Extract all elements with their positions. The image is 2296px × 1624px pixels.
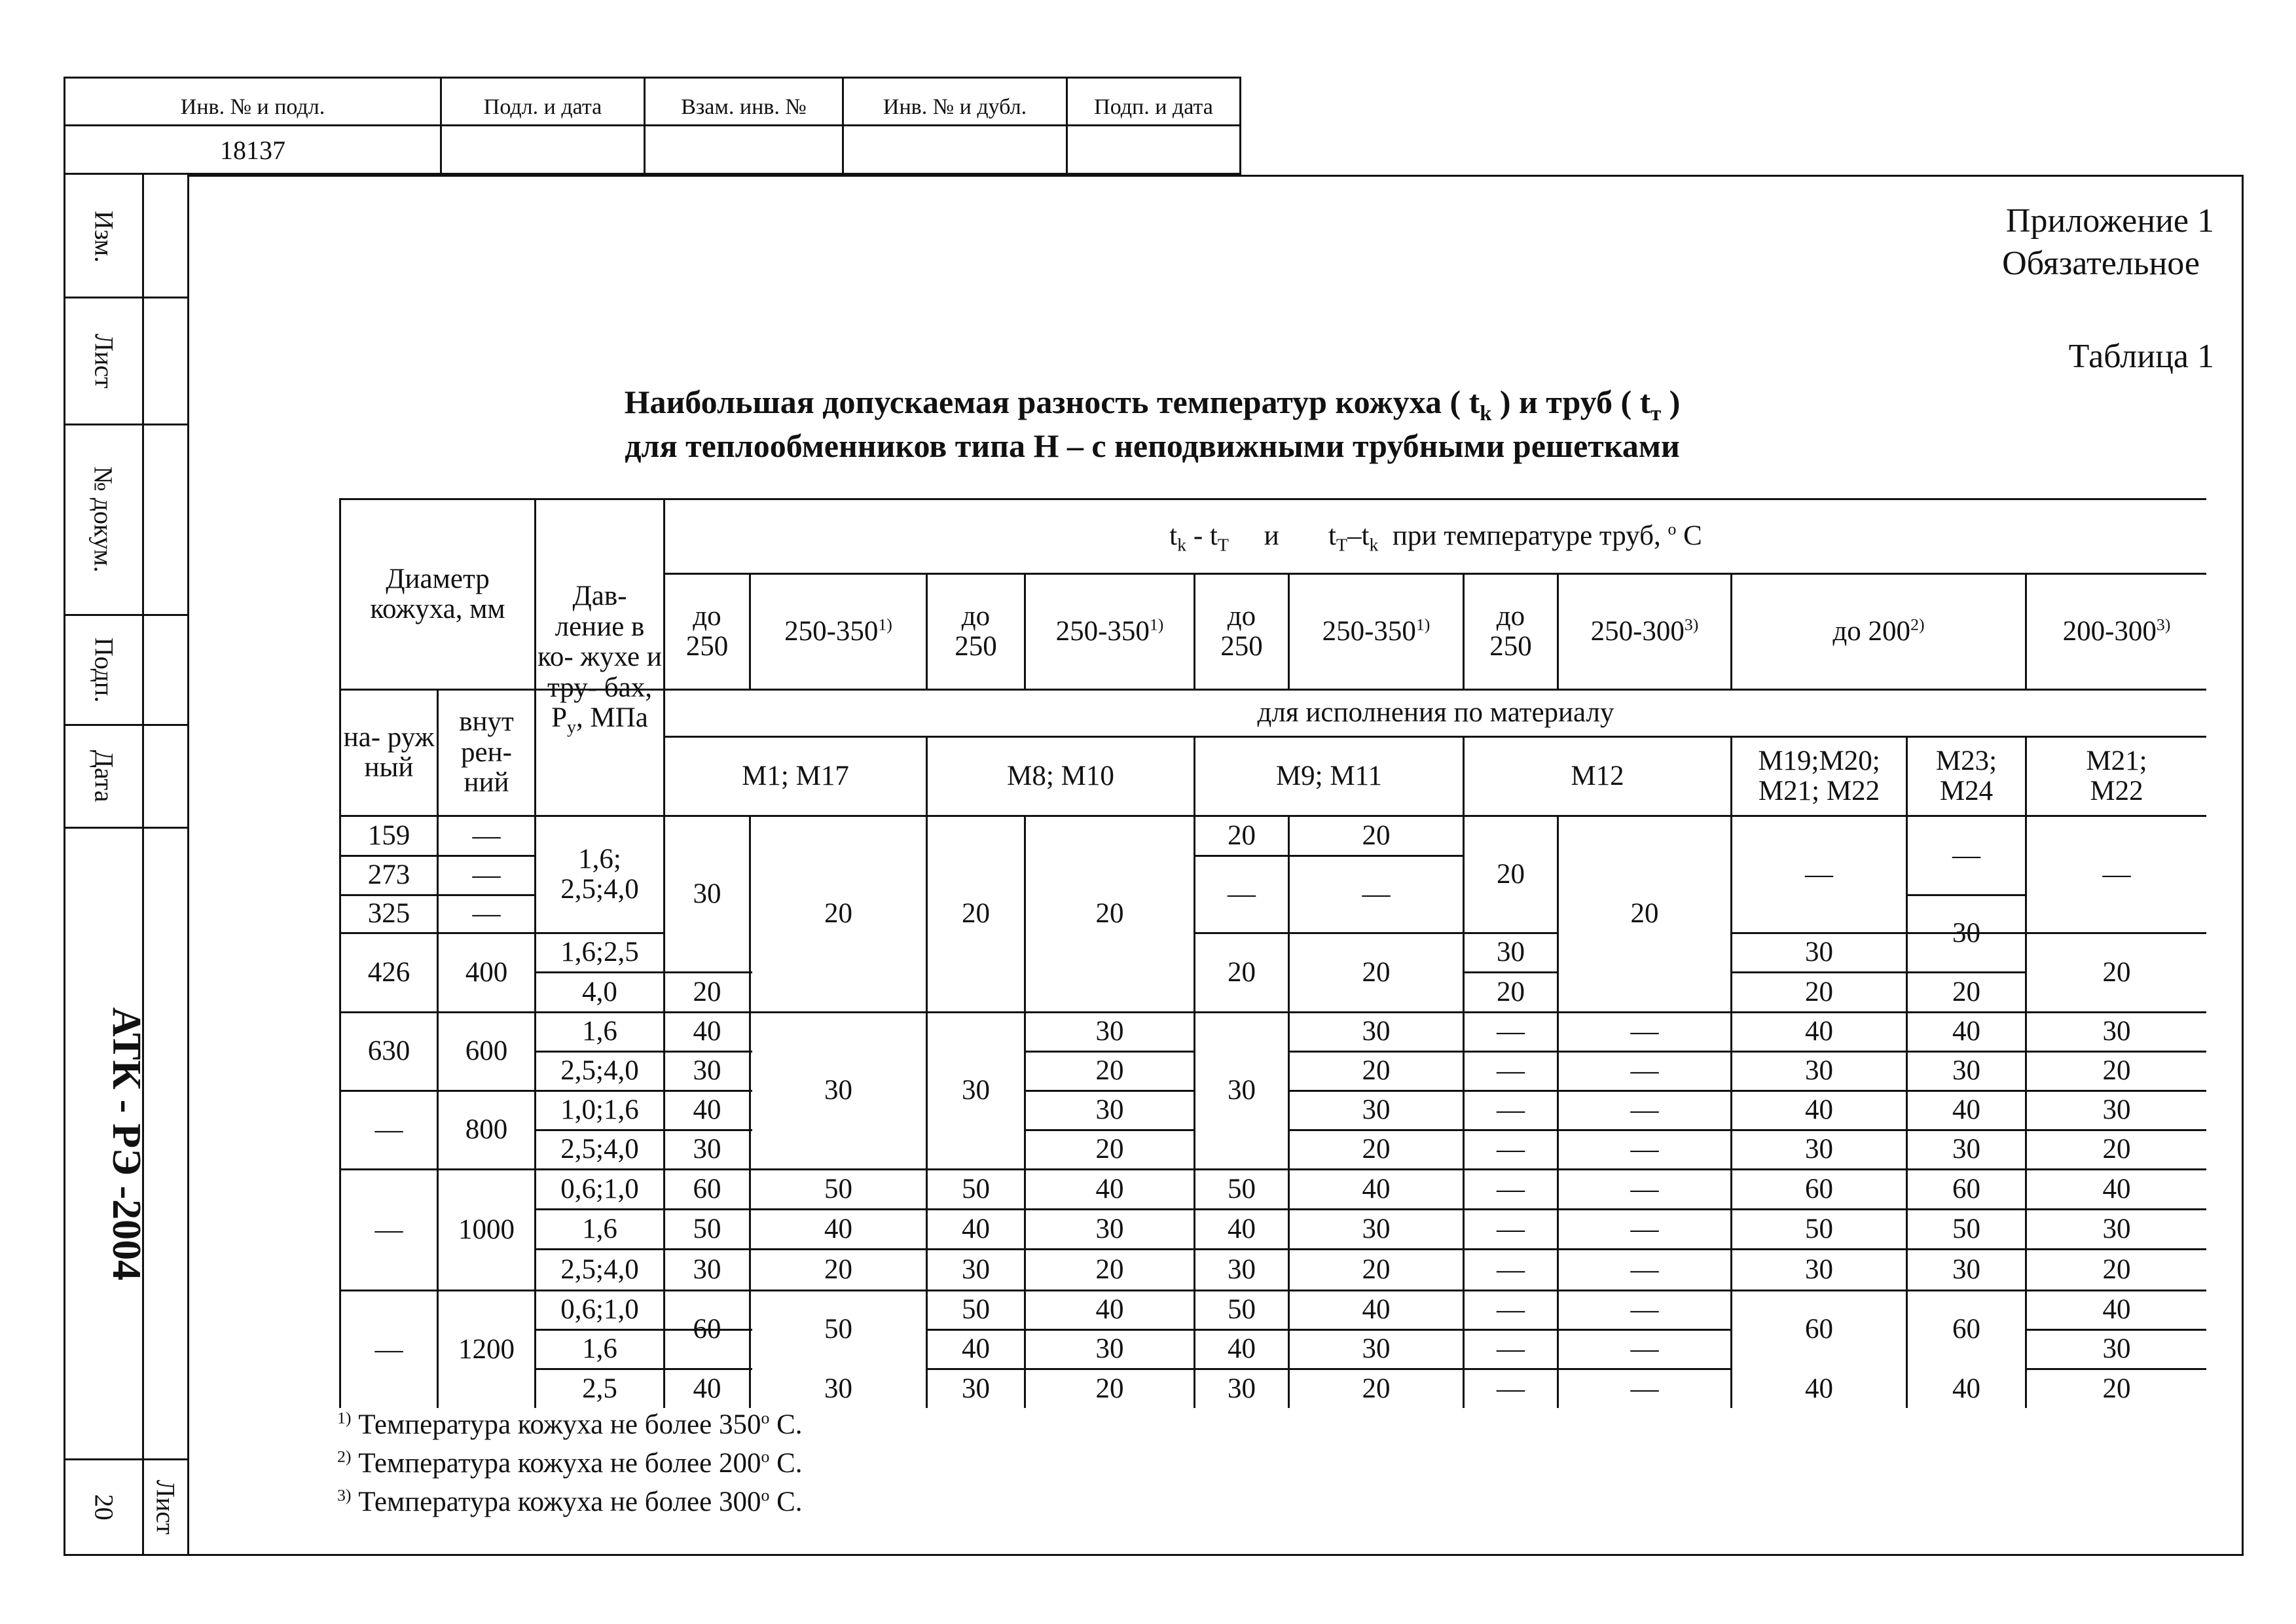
value-cell: — xyxy=(1630,1016,1659,1047)
value-cell: — xyxy=(1630,1333,1659,1365)
table-cell: 600 xyxy=(465,1036,508,1067)
value-cell: 30 xyxy=(1952,1254,1980,1285)
value-cell: 60 xyxy=(1805,1314,1833,1345)
value-cell: — xyxy=(1630,1213,1659,1244)
table-cell: 1200 xyxy=(458,1333,515,1365)
value-cell: 20 xyxy=(1362,1254,1391,1285)
material-group: М9; М11 xyxy=(1275,760,1383,791)
material-group: М19;М20; М21; М22 xyxy=(1758,745,1880,806)
value-cell: 20 xyxy=(1095,1373,1124,1404)
value-cell: 30 xyxy=(824,1075,852,1106)
value-cell: 50 xyxy=(1805,1213,1833,1244)
table-title-line1: Наибольшая допускаемая разность температур кожуха ( $t_k$ ) и труб ( $t_т$ ) xyxy=(624,384,1681,425)
value-cell: — xyxy=(1497,1173,1525,1204)
side-label-date: Дата xyxy=(89,750,119,803)
table-label: Таблица 1 xyxy=(2068,338,2214,375)
footnote-1: $^{1)}$ Температура кожуха не более 350$^o$ С. xyxy=(337,1408,803,1440)
pressure-cell: 4,0 xyxy=(582,976,617,1007)
value-cell: 30 xyxy=(693,1134,721,1165)
value-cell: — xyxy=(1497,1373,1525,1404)
value-cell: — xyxy=(1497,1333,1525,1365)
pressure-cell: 1,6 xyxy=(582,1333,617,1365)
value-cell: 30 xyxy=(1805,937,1833,968)
pressure-cell: 1,6; 2,5;4,0 xyxy=(560,843,639,905)
value-cell: 60 xyxy=(1805,1173,1833,1204)
value-cell: 30 xyxy=(1805,1055,1833,1087)
value-cell: 20 xyxy=(1952,976,1980,1007)
side-label-sheet: Лист xyxy=(89,333,119,389)
value-cell: 50 xyxy=(1228,1173,1256,1204)
value-cell: 30 xyxy=(1228,1373,1256,1404)
col-inner-header: внут рен- ний xyxy=(459,706,514,799)
value-cell: 30 xyxy=(824,1373,852,1404)
value-cell: 20 xyxy=(1228,820,1256,851)
value-cell: 20 xyxy=(962,898,990,929)
value-cell: — xyxy=(1497,1294,1525,1326)
table-cell: — xyxy=(374,1214,403,1245)
material-group: М1; М17 xyxy=(742,760,849,791)
value-cell: 30 xyxy=(693,1254,721,1285)
value-cell: — xyxy=(1630,1173,1659,1204)
table-cell: 325 xyxy=(367,898,410,929)
pressure-cell: 0,6;1,0 xyxy=(560,1294,639,1326)
document-code: АТК - РЭ -2004 xyxy=(104,1007,149,1280)
value-cell: 30 xyxy=(1362,1094,1391,1126)
value-cell: — xyxy=(1630,1134,1659,1165)
table-cell: 426 xyxy=(367,956,410,988)
table-cell: 159 xyxy=(367,820,410,851)
footnote-2: $^{2)}$ Температура кожуха не более 200$^o$ С. xyxy=(337,1447,803,1479)
value-cell: 20 xyxy=(2102,956,2131,988)
value-cell: 20 xyxy=(1095,898,1124,929)
value-cell: 40 xyxy=(1228,1333,1256,1365)
range-header: до 250 xyxy=(955,600,997,662)
value-cell: 40 xyxy=(693,1094,721,1126)
pressure-cell: 2,5;4,0 xyxy=(560,1134,639,1165)
table-cell: — xyxy=(374,1114,403,1146)
value-cell: 40 xyxy=(2102,1294,2131,1326)
value-cell: 40 xyxy=(1228,1213,1256,1244)
value-cell: 20 xyxy=(1497,976,1525,1007)
sheet-label: Лист xyxy=(151,1479,181,1535)
value-cell: 30 xyxy=(1952,918,1980,949)
value-cell: 40 xyxy=(693,1373,721,1404)
value-cell: 30 xyxy=(1095,1016,1124,1047)
table-cell: — xyxy=(472,820,501,851)
value-cell: 20 xyxy=(2102,1254,2131,1285)
table-cell: 630 xyxy=(367,1036,410,1067)
value-cell: 50 xyxy=(824,1314,852,1345)
value-cell: 30 xyxy=(1497,937,1525,968)
range-header: 250-350$^{1)}$ xyxy=(1055,615,1164,647)
stamp-sign-date-header: Подл. и дата xyxy=(483,94,602,119)
value-cell: 60 xyxy=(1952,1173,1980,1204)
value-cell: 20 xyxy=(693,976,721,1007)
value-cell: 30 xyxy=(2102,1213,2131,1244)
annex-line1: Приложение 1 xyxy=(2005,202,2214,240)
value-cell: 40 xyxy=(1805,1016,1833,1047)
table-cell: 800 xyxy=(465,1114,508,1146)
value-cell: — xyxy=(2102,858,2131,890)
material-group: М12 xyxy=(1571,760,1624,791)
value-cell: — xyxy=(1630,1094,1659,1126)
table-cell: — xyxy=(374,1333,403,1365)
value-cell: — xyxy=(1630,1373,1659,1404)
value-cell: 40 xyxy=(693,1016,721,1047)
value-cell: 20 xyxy=(2102,1055,2131,1087)
side-label-doc: № докум. xyxy=(89,466,119,573)
material-group: М8; М10 xyxy=(1007,760,1114,791)
table-cell: — xyxy=(472,898,501,929)
value-cell: 50 xyxy=(693,1213,721,1244)
temp-diff-header: $t_k - t_T$ и $t_T-t_k$ при температуре труб, $^o$ С xyxy=(1169,519,1702,556)
value-cell: 40 xyxy=(1805,1094,1833,1126)
value-cell: — xyxy=(1497,1055,1525,1087)
material-group: М23; М24 xyxy=(1935,745,1997,806)
value-cell: 30 xyxy=(1095,1094,1124,1126)
value-cell: 30 xyxy=(1228,1075,1256,1106)
value-cell: 60 xyxy=(1952,1314,1980,1345)
pressure-cell: 1,6 xyxy=(582,1213,617,1244)
value-cell: 30 xyxy=(1805,1254,1833,1285)
value-cell: 50 xyxy=(962,1173,990,1204)
table-title-line2: для теплообменников типа Н – с неподвижными трубными решетками xyxy=(625,427,1680,464)
col-diameter-header: Диаметр кожуха, мм xyxy=(370,563,505,624)
value-cell: — xyxy=(1228,878,1256,910)
pressure-cell: 2,5;4,0 xyxy=(560,1055,639,1087)
value-cell: 20 xyxy=(1095,1055,1124,1087)
range-header: до 200$^{2)}$ xyxy=(1832,615,1925,647)
value-cell: 50 xyxy=(824,1173,852,1204)
value-cell: — xyxy=(1630,1254,1659,1285)
value-cell: 30 xyxy=(1362,1213,1391,1244)
stamp-replace-header: Взам. инв. № xyxy=(681,94,807,119)
range-header: 250-350$^{1)}$ xyxy=(784,615,892,647)
table-cell: — xyxy=(472,859,501,891)
table-cell: 273 xyxy=(367,859,410,891)
range-header: до 250 xyxy=(1489,600,1532,662)
value-cell: 20 xyxy=(824,898,852,929)
material-group: М21; М22 xyxy=(2086,745,2147,806)
value-cell: 40 xyxy=(824,1213,852,1244)
value-cell: 40 xyxy=(962,1213,990,1244)
value-cell: 60 xyxy=(693,1173,721,1204)
value-cell: — xyxy=(1497,1094,1525,1126)
pressure-cell: 1,0;1,6 xyxy=(560,1094,639,1126)
annex-line2: Обязательное xyxy=(2002,245,2200,282)
value-cell: 30 xyxy=(1095,1333,1124,1365)
value-cell: 20 xyxy=(1362,1373,1391,1404)
value-cell: 40 xyxy=(1095,1294,1124,1326)
value-cell: 40 xyxy=(2102,1173,2131,1204)
footnote-3: $^{3)}$ Температура кожуха не более 300$^o$ С. xyxy=(337,1485,803,1517)
value-cell: 40 xyxy=(1952,1094,1980,1126)
value-cell: 50 xyxy=(962,1294,990,1326)
value-cell: 30 xyxy=(693,878,721,909)
pressure-cell: 2,5 xyxy=(582,1373,617,1404)
stamp-sign-date2-header: Подп. и дата xyxy=(1094,94,1213,119)
range-header: 200-300$^{3)}$ xyxy=(2062,615,2171,647)
stamp-dup-header: Инв. № и дубл. xyxy=(883,94,1027,119)
value-cell: 20 xyxy=(2102,1373,2131,1404)
value-cell: 30 xyxy=(1952,1055,1980,1087)
value-cell: 30 xyxy=(962,1075,990,1106)
value-cell: 40 xyxy=(1952,1016,1980,1047)
range-header: 250-300$^{3)}$ xyxy=(1590,615,1699,647)
sheet-number: 20 xyxy=(89,1494,119,1521)
value-cell: — xyxy=(1497,1016,1525,1047)
value-cell: 20 xyxy=(2102,1134,2131,1165)
stamp-inv-number: 18137 xyxy=(220,135,285,166)
value-cell: 30 xyxy=(962,1254,990,1285)
value-cell: 20 xyxy=(1630,898,1659,929)
value-cell: 40 xyxy=(1362,1294,1391,1326)
value-cell: 40 xyxy=(1805,1373,1833,1404)
value-cell: 30 xyxy=(1362,1016,1391,1047)
value-cell: 30 xyxy=(2102,1094,2131,1126)
value-cell: — xyxy=(1630,1055,1659,1087)
value-cell: 40 xyxy=(1095,1173,1124,1204)
value-cell: 60 xyxy=(693,1314,721,1345)
pressure-cell: 1,6;2,5 xyxy=(560,937,639,968)
side-label-change: Изм. xyxy=(89,210,119,263)
value-cell: 30 xyxy=(2102,1333,2131,1365)
value-cell: 30 xyxy=(1805,1134,1833,1165)
range-header: до 250 xyxy=(1220,600,1263,662)
value-cell: 20 xyxy=(1497,858,1525,890)
stamp-inv-header: Инв. № и подл. xyxy=(180,94,325,119)
value-cell: — xyxy=(1497,1134,1525,1165)
table-cell: 400 xyxy=(465,956,508,988)
value-cell: — xyxy=(1497,1213,1525,1244)
value-cell: — xyxy=(1952,839,1980,871)
pressure-cell: 0,6;1,0 xyxy=(560,1173,639,1204)
value-cell: 30 xyxy=(693,1055,721,1087)
value-cell: — xyxy=(1497,1254,1525,1285)
value-cell: 30 xyxy=(1952,1134,1980,1165)
value-cell: — xyxy=(1630,1294,1659,1326)
value-cell: 30 xyxy=(1095,1213,1124,1244)
value-cell: 20 xyxy=(1362,1055,1391,1087)
value-cell: 20 xyxy=(1095,1254,1124,1285)
range-header: 250-350$^{1)}$ xyxy=(1322,615,1430,647)
col-outer-header: на- руж ный xyxy=(343,721,435,783)
value-cell: 30 xyxy=(2102,1016,2131,1047)
value-cell: 20 xyxy=(1228,956,1256,988)
value-cell: 40 xyxy=(1952,1373,1980,1404)
value-cell: 50 xyxy=(1952,1213,1980,1244)
value-cell: 30 xyxy=(1362,1333,1391,1365)
table-cell: 1000 xyxy=(458,1214,515,1245)
value-cell: 30 xyxy=(1228,1254,1256,1285)
value-cell: 40 xyxy=(1362,1173,1391,1204)
value-cell: 20 xyxy=(1362,1134,1391,1165)
value-cell: 40 xyxy=(962,1333,990,1365)
pressure-cell: 1,6 xyxy=(582,1016,617,1047)
pressure-cell: 2,5;4,0 xyxy=(560,1254,639,1285)
annex-label xyxy=(2002,200,2214,285)
value-cell: — xyxy=(1362,878,1391,910)
material-header: для исполнения по материалу xyxy=(1257,697,1614,729)
range-header: до 250 xyxy=(685,600,729,662)
value-cell: 20 xyxy=(1362,820,1391,851)
value-cell: 20 xyxy=(824,1254,852,1285)
value-cell: 20 xyxy=(1362,956,1391,988)
value-cell: 50 xyxy=(1228,1294,1256,1326)
value-cell: 30 xyxy=(962,1373,990,1404)
col-pressure-header: Дав- ление в ко- жухе и тру- бах, $P_у$, МПа xyxy=(538,581,662,738)
side-label-sign: Подп. xyxy=(89,637,119,703)
value-cell: 20 xyxy=(1095,1134,1124,1165)
value-cell: 20 xyxy=(1805,976,1833,1007)
value-cell: — xyxy=(1805,858,1833,890)
